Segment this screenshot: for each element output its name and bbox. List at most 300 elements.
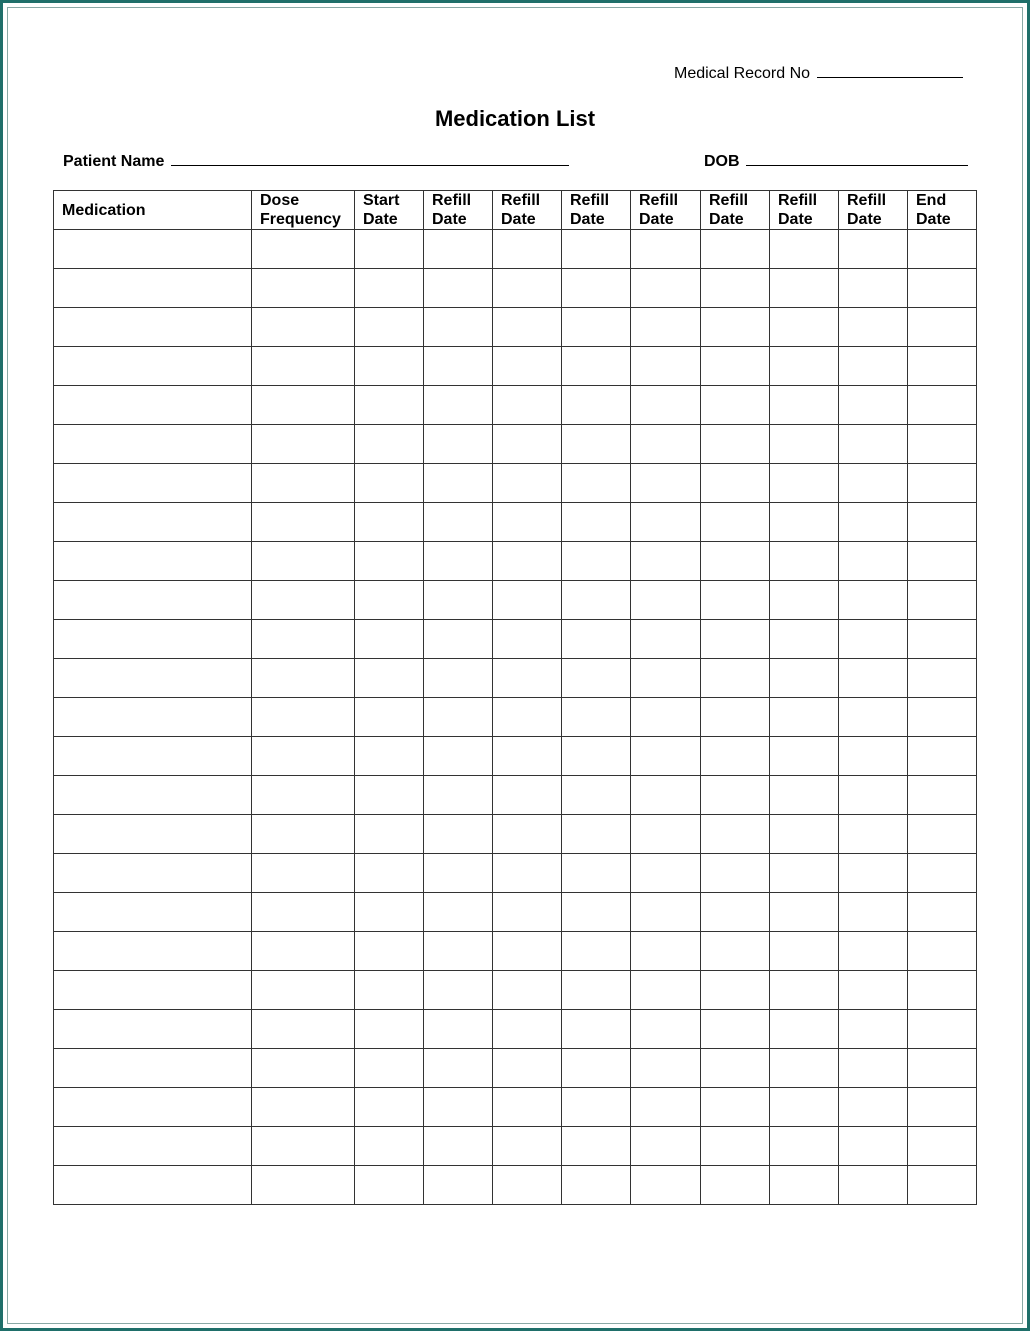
table-cell[interactable] — [701, 581, 770, 620]
table-cell[interactable] — [424, 1166, 493, 1205]
table-cell[interactable] — [493, 542, 562, 581]
table-cell[interactable] — [562, 425, 631, 464]
table-cell[interactable] — [562, 503, 631, 542]
table-cell[interactable] — [770, 854, 839, 893]
table-cell[interactable] — [355, 776, 424, 815]
dob-row — [704, 151, 968, 171]
table-cell[interactable] — [252, 620, 355, 659]
table-cell[interactable] — [701, 386, 770, 425]
table-cell[interactable] — [424, 581, 493, 620]
table-cell[interactable] — [562, 269, 631, 308]
table-cell[interactable] — [908, 386, 977, 425]
table-cell[interactable] — [562, 1010, 631, 1049]
table-cell[interactable] — [424, 698, 493, 737]
table-cell[interactable] — [631, 542, 701, 581]
table-cell[interactable] — [54, 737, 252, 776]
table-cell[interactable] — [355, 425, 424, 464]
table-cell[interactable] — [701, 308, 770, 347]
table-cell[interactable] — [355, 269, 424, 308]
table-cell[interactable] — [770, 308, 839, 347]
table-cell[interactable] — [839, 1166, 908, 1205]
table-cell[interactable] — [839, 854, 908, 893]
table-cell[interactable] — [562, 347, 631, 386]
table-cell[interactable] — [770, 1166, 839, 1205]
table-cell[interactable] — [631, 1127, 701, 1166]
table-cell[interactable] — [770, 347, 839, 386]
dob-field[interactable] — [746, 151, 968, 166]
table-cell[interactable] — [562, 542, 631, 581]
column-header-refill-date: Refill Date — [839, 191, 908, 230]
table-cell[interactable] — [839, 1127, 908, 1166]
table-cell[interactable] — [355, 659, 424, 698]
table-cell[interactable] — [424, 1088, 493, 1127]
table-cell[interactable] — [839, 581, 908, 620]
table-cell[interactable] — [770, 698, 839, 737]
table-cell[interactable] — [908, 1010, 977, 1049]
table-cell[interactable] — [424, 425, 493, 464]
column-header-refill-date: Refill Date — [493, 191, 562, 230]
table-cell[interactable] — [424, 893, 493, 932]
table-row — [54, 776, 977, 815]
table-cell[interactable] — [839, 932, 908, 971]
table-cell[interactable] — [493, 659, 562, 698]
table-cell[interactable] — [355, 737, 424, 776]
table-cell[interactable] — [493, 464, 562, 503]
medication-table — [53, 190, 977, 1205]
table-cell[interactable] — [908, 308, 977, 347]
table-cell[interactable] — [631, 1088, 701, 1127]
table-cell[interactable] — [54, 776, 252, 815]
table-cell[interactable] — [424, 230, 493, 269]
table-cell[interactable] — [770, 1049, 839, 1088]
table-cell[interactable] — [908, 230, 977, 269]
table-cell[interactable] — [562, 698, 631, 737]
table-cell[interactable] — [252, 1010, 355, 1049]
table-cell[interactable] — [770, 464, 839, 503]
table-cell[interactable] — [562, 893, 631, 932]
table-cell[interactable] — [770, 737, 839, 776]
table-cell[interactable] — [252, 1127, 355, 1166]
table-cell[interactable] — [493, 581, 562, 620]
table-cell[interactable] — [355, 464, 424, 503]
table-cell[interactable] — [54, 1166, 252, 1205]
table-cell[interactable] — [355, 698, 424, 737]
table-cell[interactable] — [770, 659, 839, 698]
table-cell[interactable] — [493, 503, 562, 542]
table-cell[interactable] — [839, 776, 908, 815]
table-cell[interactable] — [839, 620, 908, 659]
table-cell[interactable] — [701, 620, 770, 659]
table-cell[interactable] — [631, 815, 701, 854]
table-cell[interactable] — [562, 1049, 631, 1088]
table-cell[interactable] — [839, 230, 908, 269]
table-cell[interactable] — [770, 425, 839, 464]
table-cell[interactable] — [701, 1166, 770, 1205]
table-cell[interactable] — [631, 932, 701, 971]
table-cell[interactable] — [424, 737, 493, 776]
table-cell[interactable] — [562, 854, 631, 893]
table-cell[interactable] — [54, 425, 252, 464]
table-cell[interactable] — [252, 542, 355, 581]
table-cell[interactable] — [424, 386, 493, 425]
table-cell[interactable] — [631, 620, 701, 659]
table-cell[interactable] — [493, 620, 562, 659]
table-cell[interactable] — [770, 230, 839, 269]
table-cell[interactable] — [424, 659, 493, 698]
table-cell[interactable] — [631, 971, 701, 1010]
table-cell[interactable] — [770, 971, 839, 1010]
table-cell[interactable] — [770, 815, 839, 854]
table-cell[interactable] — [770, 1127, 839, 1166]
table-cell[interactable] — [701, 347, 770, 386]
table-cell[interactable] — [631, 1166, 701, 1205]
table-cell[interactable] — [908, 815, 977, 854]
table-cell[interactable] — [355, 854, 424, 893]
table-row — [54, 581, 977, 620]
table-cell[interactable] — [562, 1127, 631, 1166]
table-cell[interactable] — [355, 1010, 424, 1049]
table-cell[interactable] — [631, 659, 701, 698]
table-cell[interactable] — [252, 815, 355, 854]
table-cell[interactable] — [770, 386, 839, 425]
table-cell[interactable] — [424, 347, 493, 386]
table-cell[interactable] — [493, 932, 562, 971]
table-cell[interactable] — [839, 815, 908, 854]
table-cell[interactable] — [54, 932, 252, 971]
table-cell[interactable] — [355, 971, 424, 1010]
table-cell[interactable] — [701, 1049, 770, 1088]
table-cell[interactable] — [701, 854, 770, 893]
table-cell[interactable] — [562, 308, 631, 347]
table-cell[interactable] — [424, 269, 493, 308]
table-cell[interactable] — [701, 893, 770, 932]
table-cell[interactable] — [54, 1049, 252, 1088]
table-cell[interactable] — [839, 386, 908, 425]
table-cell[interactable] — [701, 464, 770, 503]
table-cell[interactable] — [631, 308, 701, 347]
table-cell[interactable] — [839, 698, 908, 737]
table-cell[interactable] — [908, 932, 977, 971]
table-cell[interactable] — [701, 1010, 770, 1049]
table-cell[interactable] — [562, 815, 631, 854]
table-cell[interactable] — [54, 581, 252, 620]
table-cell[interactable] — [355, 308, 424, 347]
table-cell[interactable] — [252, 932, 355, 971]
table-cell[interactable] — [631, 776, 701, 815]
table-cell[interactable] — [562, 386, 631, 425]
table-cell[interactable] — [908, 269, 977, 308]
table-cell[interactable] — [839, 269, 908, 308]
table-cell[interactable] — [631, 737, 701, 776]
table-cell[interactable] — [54, 893, 252, 932]
table-cell[interactable] — [908, 1088, 977, 1127]
table-cell[interactable] — [252, 776, 355, 815]
table-cell[interactable] — [424, 308, 493, 347]
table-cell[interactable] — [424, 776, 493, 815]
table-cell[interactable] — [701, 503, 770, 542]
table-cell[interactable] — [839, 737, 908, 776]
table-cell[interactable] — [54, 464, 252, 503]
table-cell[interactable] — [252, 1088, 355, 1127]
table-cell[interactable] — [631, 581, 701, 620]
table-cell[interactable] — [908, 1049, 977, 1088]
table-cell[interactable] — [839, 308, 908, 347]
table-cell[interactable] — [908, 776, 977, 815]
table-cell[interactable] — [908, 581, 977, 620]
table-cell[interactable] — [252, 1166, 355, 1205]
table-cell[interactable] — [54, 815, 252, 854]
table-cell[interactable] — [839, 893, 908, 932]
table-cell[interactable] — [252, 659, 355, 698]
table-cell[interactable] — [770, 893, 839, 932]
table-cell[interactable] — [631, 425, 701, 464]
table-cell[interactable] — [424, 1049, 493, 1088]
table-row — [54, 932, 977, 971]
table-cell[interactable] — [493, 1049, 562, 1088]
table-cell[interactable] — [562, 971, 631, 1010]
table-cell[interactable] — [252, 971, 355, 1010]
table-cell[interactable] — [631, 347, 701, 386]
table-cell[interactable] — [493, 308, 562, 347]
table-cell[interactable] — [839, 425, 908, 464]
table-cell[interactable] — [54, 503, 252, 542]
table-cell[interactable] — [908, 542, 977, 581]
column-header-end-date: End Date — [908, 191, 977, 230]
table-cell[interactable] — [770, 932, 839, 971]
table-cell[interactable] — [562, 776, 631, 815]
table-cell[interactable] — [54, 542, 252, 581]
table-cell[interactable] — [355, 542, 424, 581]
table-cell[interactable] — [355, 347, 424, 386]
table-cell[interactable] — [54, 269, 252, 308]
table-cell[interactable] — [770, 542, 839, 581]
table-row — [54, 269, 977, 308]
table-cell[interactable] — [493, 815, 562, 854]
table-cell[interactable] — [252, 737, 355, 776]
table-cell[interactable] — [424, 854, 493, 893]
table-cell[interactable] — [839, 542, 908, 581]
table-cell[interactable] — [562, 464, 631, 503]
table-cell[interactable] — [252, 269, 355, 308]
table-cell[interactable] — [355, 386, 424, 425]
table-cell[interactable] — [355, 893, 424, 932]
table-cell[interactable] — [908, 1166, 977, 1205]
table-cell[interactable] — [54, 971, 252, 1010]
patient-name-label: Patient Name — [63, 153, 165, 170]
table-cell[interactable] — [54, 1088, 252, 1127]
table-cell[interactable] — [355, 1088, 424, 1127]
table-cell[interactable] — [493, 347, 562, 386]
table-cell[interactable] — [252, 503, 355, 542]
table-cell[interactable] — [355, 581, 424, 620]
table-cell[interactable] — [839, 1088, 908, 1127]
table-cell[interactable] — [839, 971, 908, 1010]
table-cell[interactable] — [252, 425, 355, 464]
table-cell[interactable] — [701, 932, 770, 971]
medical-record-label: Medical Record No — [674, 65, 811, 82]
table-cell[interactable] — [770, 581, 839, 620]
table-cell[interactable] — [424, 1010, 493, 1049]
table-cell[interactable] — [54, 1127, 252, 1166]
table-cell[interactable] — [562, 581, 631, 620]
table-cell[interactable] — [252, 464, 355, 503]
table-cell[interactable] — [424, 971, 493, 1010]
table-cell[interactable] — [908, 698, 977, 737]
table-cell[interactable] — [701, 542, 770, 581]
table-cell[interactable] — [701, 425, 770, 464]
table-cell[interactable] — [770, 503, 839, 542]
table-cell[interactable] — [562, 932, 631, 971]
table-cell[interactable] — [631, 698, 701, 737]
medical-record-no — [674, 63, 963, 83]
table-cell[interactable] — [631, 503, 701, 542]
table-cell[interactable] — [355, 932, 424, 971]
table-cell[interactable] — [562, 230, 631, 269]
table-cell[interactable] — [770, 1010, 839, 1049]
table-cell[interactable] — [252, 230, 355, 269]
table-cell[interactable] — [493, 230, 562, 269]
table-cell[interactable] — [355, 1127, 424, 1166]
table-row — [54, 1127, 977, 1166]
table-cell[interactable] — [701, 269, 770, 308]
table-cell[interactable] — [908, 620, 977, 659]
table-cell[interactable] — [839, 464, 908, 503]
table-cell[interactable] — [493, 425, 562, 464]
table-cell[interactable] — [252, 698, 355, 737]
table-cell[interactable] — [631, 1049, 701, 1088]
table-cell[interactable] — [562, 1088, 631, 1127]
dob-label: DOB — [704, 153, 740, 170]
table-cell[interactable] — [562, 659, 631, 698]
table-cell[interactable] — [701, 1127, 770, 1166]
table-cell[interactable] — [908, 425, 977, 464]
table-cell[interactable] — [493, 1088, 562, 1127]
table-cell[interactable] — [631, 464, 701, 503]
table-cell[interactable] — [908, 971, 977, 1010]
patient-name-field[interactable] — [171, 151, 569, 166]
table-cell[interactable] — [493, 776, 562, 815]
table-cell[interactable] — [631, 1010, 701, 1049]
table-cell[interactable] — [355, 1166, 424, 1205]
table-cell[interactable] — [908, 659, 977, 698]
table-cell[interactable] — [493, 737, 562, 776]
table-row — [54, 815, 977, 854]
table-cell[interactable] — [701, 1088, 770, 1127]
table-cell[interactable] — [493, 971, 562, 1010]
table-cell[interactable] — [54, 659, 252, 698]
table-cell[interactable] — [701, 971, 770, 1010]
table-cell[interactable] — [252, 893, 355, 932]
table-cell[interactable] — [54, 1010, 252, 1049]
table-cell[interactable] — [252, 308, 355, 347]
table-cell[interactable] — [424, 503, 493, 542]
table-cell[interactable] — [424, 1127, 493, 1166]
table-cell[interactable] — [631, 854, 701, 893]
table-cell[interactable] — [355, 620, 424, 659]
table-cell[interactable] — [493, 1127, 562, 1166]
table-cell[interactable] — [493, 854, 562, 893]
table-cell[interactable] — [355, 230, 424, 269]
table-cell[interactable] — [908, 893, 977, 932]
table-cell[interactable] — [54, 386, 252, 425]
column-header-refill-date: Refill Date — [424, 191, 493, 230]
table-cell[interactable] — [493, 1010, 562, 1049]
table-cell[interactable] — [562, 737, 631, 776]
table-row — [54, 1088, 977, 1127]
table-cell[interactable] — [252, 1049, 355, 1088]
table-cell[interactable] — [493, 1166, 562, 1205]
table-cell[interactable] — [355, 503, 424, 542]
medical-record-field[interactable] — [817, 63, 963, 78]
table-cell[interactable] — [701, 230, 770, 269]
table-cell[interactable] — [770, 1088, 839, 1127]
table-cell[interactable] — [908, 347, 977, 386]
table-cell[interactable] — [839, 347, 908, 386]
table-cell[interactable] — [424, 542, 493, 581]
table-cell[interactable] — [424, 464, 493, 503]
table-cell[interactable] — [908, 464, 977, 503]
table-cell[interactable] — [252, 854, 355, 893]
table-cell[interactable] — [770, 776, 839, 815]
table-cell[interactable] — [252, 581, 355, 620]
table-row — [54, 620, 977, 659]
table-cell[interactable] — [562, 1166, 631, 1205]
table-cell[interactable] — [493, 269, 562, 308]
table-cell[interactable] — [701, 698, 770, 737]
table-cell[interactable] — [54, 698, 252, 737]
table-cell[interactable] — [908, 1127, 977, 1166]
table-cell[interactable] — [252, 386, 355, 425]
table-cell[interactable] — [839, 1049, 908, 1088]
table-row — [54, 1166, 977, 1205]
table-cell[interactable] — [839, 503, 908, 542]
table-cell[interactable] — [701, 737, 770, 776]
table-cell[interactable] — [493, 698, 562, 737]
column-header-start-date: Start Date — [355, 191, 424, 230]
table-cell[interactable] — [631, 269, 701, 308]
table-cell[interactable] — [424, 620, 493, 659]
table-cell[interactable] — [631, 386, 701, 425]
table-cell[interactable] — [562, 620, 631, 659]
table-cell[interactable] — [424, 932, 493, 971]
table-cell[interactable] — [54, 230, 252, 269]
table-cell[interactable] — [54, 347, 252, 386]
table-cell[interactable] — [908, 854, 977, 893]
table-cell[interactable] — [770, 269, 839, 308]
table-cell[interactable] — [54, 854, 252, 893]
table-cell[interactable] — [770, 620, 839, 659]
table-cell[interactable] — [493, 893, 562, 932]
table-cell[interactable] — [54, 620, 252, 659]
table-cell[interactable] — [355, 1049, 424, 1088]
table-cell[interactable] — [839, 659, 908, 698]
table-cell[interactable] — [54, 308, 252, 347]
table-cell[interactable] — [631, 230, 701, 269]
table-cell[interactable] — [355, 815, 424, 854]
table-cell[interactable] — [701, 659, 770, 698]
table-cell[interactable] — [631, 893, 701, 932]
table-cell[interactable] — [908, 503, 977, 542]
table-cell[interactable] — [701, 776, 770, 815]
table-cell[interactable] — [701, 815, 770, 854]
page-title: Medication List — [434, 106, 596, 131]
table-cell[interactable] — [252, 347, 355, 386]
table-cell[interactable] — [908, 737, 977, 776]
table-header-row — [54, 191, 977, 230]
table-cell[interactable] — [424, 815, 493, 854]
table-cell[interactable] — [839, 1010, 908, 1049]
table-cell[interactable] — [493, 386, 562, 425]
